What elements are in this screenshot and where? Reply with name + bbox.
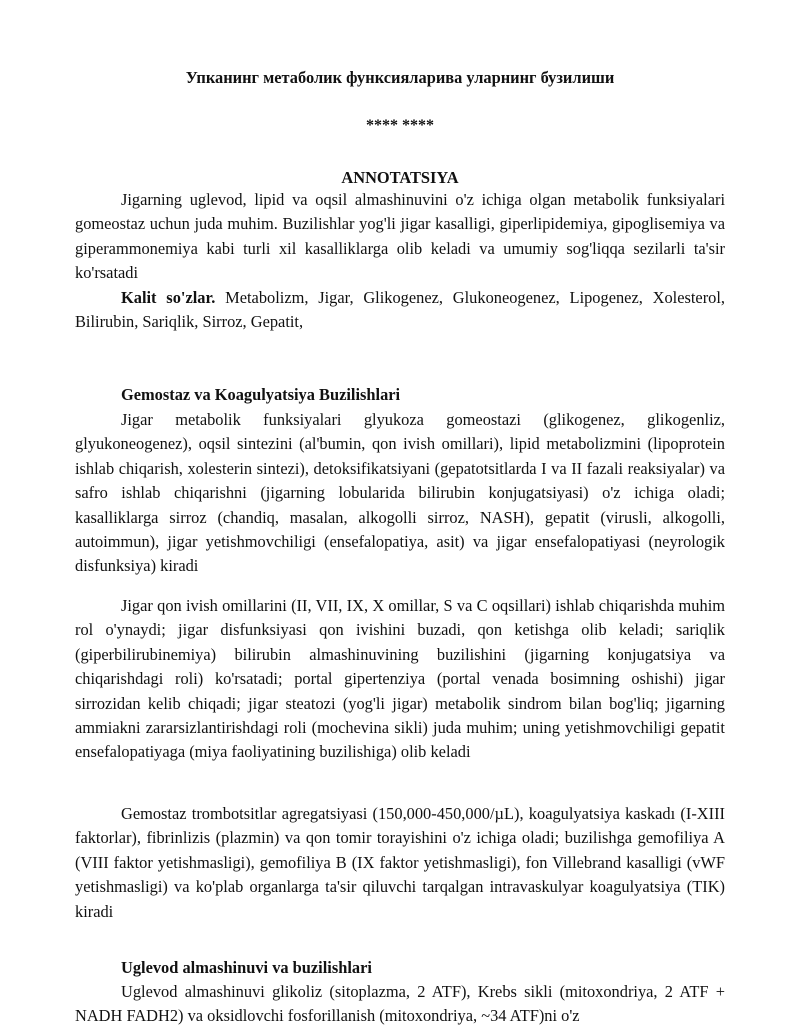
keywords-paragraph [75, 286, 725, 335]
section-heading-hemostasis: Gemostaz va Koagulyatsiya Buzilishlari [121, 385, 401, 404]
keywords-label: Kalit so'zlar. [121, 288, 216, 307]
section1-paragraph-1: Jigar metabolik funksiyalari glyukoza gomeostazi (glikogenez, glikogenliz, glyukoneogenez), oqsil sintezini (al'bumin, qon ivish omillari), lipid metabolizmini (lipoprotein ishlab chiqarish, xolesterin sintezi), detoksifikatsiyani (gepatotsitlarda I va II fazali reaksiyalar) va safro ishlab chiqarishni (jigarning lobularida bilirubin konjugatsiyasi) o'z ichiga oladi; kasalliklarga sirroz (chandiq, masalan, alkogolli sirroz, NASH), gepatit (virusli, alkogolli, autoimmun), jigar yetishmovchiligi (ensefalopatiya, asit) va jigar ensefalopatiyasi (neyrologik disfunksiya) kiradi [75, 410, 725, 576]
annotation-paragraph: Jigarning uglevod, lipid va oqsil almashinuvini o'z ichiga olgan metabolik funksiyalari gomeostaz uchun juda muhim. Buzilishlar yog'li jigar kasalligi, giperlipidemiya, gipoglisemiya va giperammonemiya kabi turli xil kasalliklarga olib keladi va umumiy sog'liqqa sezilarli ta'sir ko'rsatadi [75, 190, 725, 283]
section1-paragraph-2: Jigar qon ivish omillarini (II, VII, IX, X omillar, S va C oqsillari) ishlab chiqarishda muhim rol o'ynaydi; jigar disfunksiyasi qon ivishini buzadi, qon ketishga olib keladi; sariqlik (giperbilirubinemiya) bilirubin almashinuvining buzilishini (jigarning konjugatsiya va chiqarishdagi roli) ko'rsatadi; portal gipertenziya (portal venada bosimning oshishi) jigar sirrozidan kelib chiqadi; jigar steatozi (yog'li jigar) metabolik sindrom bilan bog'liq; jigarning ammiakni zararsizlantirishdagi roli (mochevina sikli) juda muhim; uning yetishmovchiligi gepatit ensefalopatiyaga (miya faoliyatining buzilishiga) olib keladi [75, 596, 725, 762]
document-authors: **** **** [366, 117, 434, 134]
section2-paragraph-1: Uglevod almashinuvi glikoliz (sitoplazma, 2 ATF), Krebs sikli (mitoxondriya, 2 ATF + NADH FADH2) va oksidlovchi fosforillanish (mitoxondriya, ~34 ATF)ni o'z [75, 982, 725, 1026]
section1-paragraph-3: Gemostaz trombotsitlar agregatsiyasi (150,000-450,000/µL), koagulyatsiya kaskadı (I-XIII faktorlar), fibrinlizis (plazmin) va qon tomir torayishini o'z ichiga oladi; buzilishga gemofiliya A (VIII faktor yetishmasligi), gemofiliya B (IX faktor yetishmasligi), fon Villebrand kasalligi (vWF yetishmasligi) va ko'plab organlarga ta'sir qiluvchi tarqalgan intravaskulyar koagulyatsiya (TIK) kiradi [75, 804, 725, 921]
section-heading-carbohydrate: Uglevod almashinuvi va buzilishlari [121, 958, 372, 977]
annotation-heading: ANNOTATSIYA [341, 168, 459, 187]
keywords-text: Metabolizm, Jigar, Glikogenez, Glukoneogenez, Lipogenez, Xolesterol, Bilirubin, Sariqlik, Sirroz, Gepatit, [75, 288, 725, 332]
document-title: Упканинг метаболик функсияларива уларнинг бузилиши [185, 68, 615, 87]
